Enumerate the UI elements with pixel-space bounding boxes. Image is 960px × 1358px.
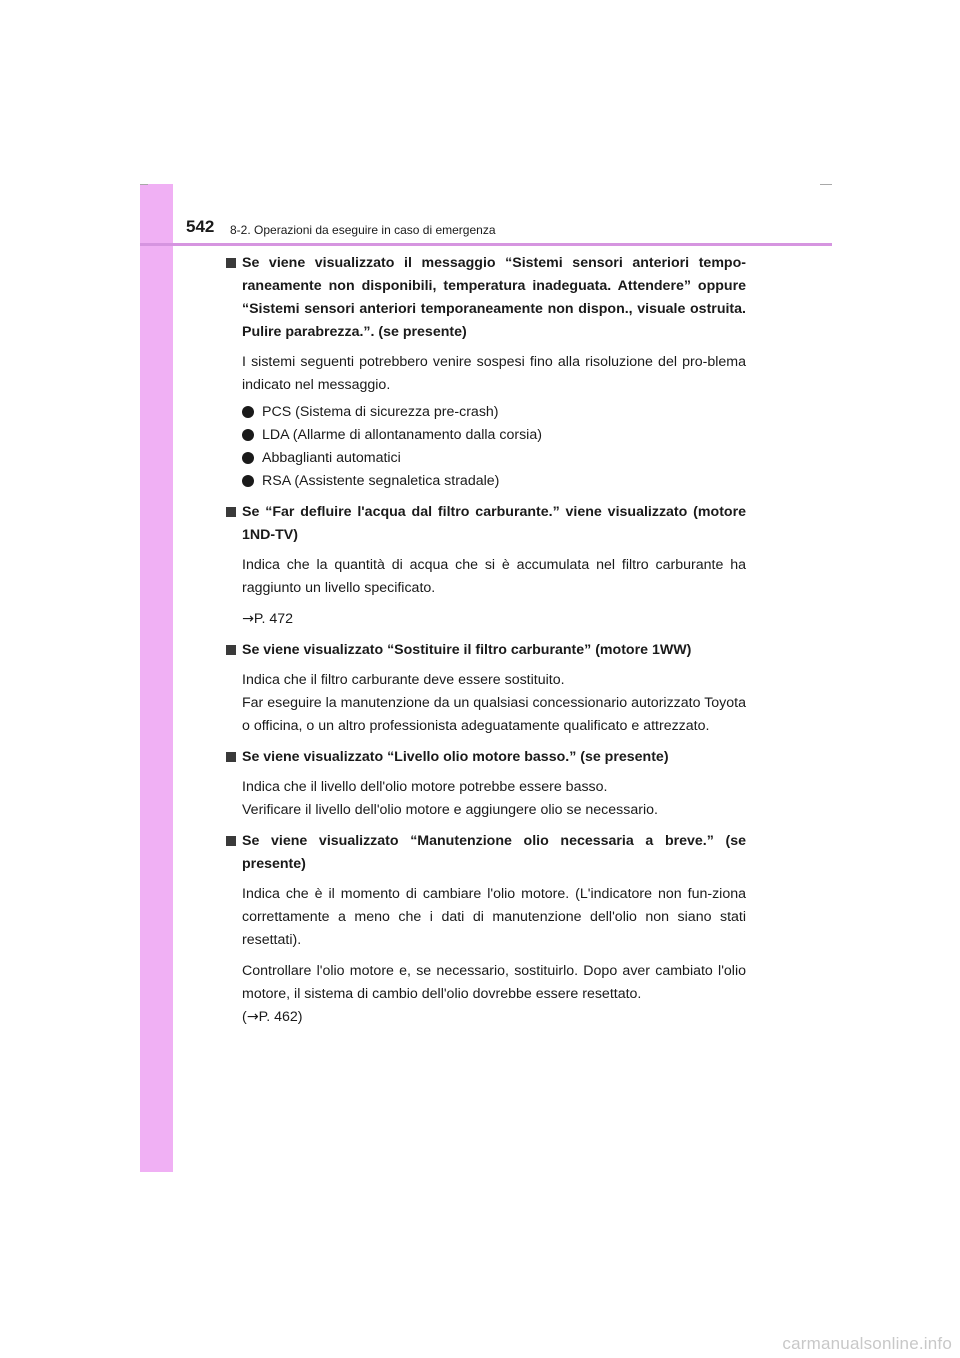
list-item-text: LDA (Allarme di allontanamento dalla corsia) bbox=[262, 427, 542, 443]
item-body-line: Far eseguire la manutenzione da un qualsiasi concessionario autorizzato Toyota o officina, o un altro professionista adeguatamente qualificato e attrezzato. bbox=[242, 695, 746, 734]
item-heading: Se “Far defluire l'acqua dal filtro carburante.” viene visualizzato (motore 1ND-TV) bbox=[242, 504, 746, 543]
list-item-text: PCS (Sistema di sicurezza pre-crash) bbox=[262, 404, 499, 420]
list-item bbox=[242, 470, 746, 493]
item-heading: Se viene visualizzato “Manutenzione olio necessaria a breve.” (se presente) bbox=[242, 833, 746, 872]
page-reference-link[interactable]: P. 472 bbox=[253, 611, 294, 627]
header-rule bbox=[140, 243, 832, 246]
item-body-line: Indica che il livello dell'olio motore potrebbe essere basso. bbox=[242, 779, 608, 795]
item-body: Indica che è il momento di cambiare l'olio motore. (L'indicatore non fun-ziona correttamente a meno che i dati di manutenzione dell'olio non siano stati resettati). bbox=[242, 886, 746, 948]
item-body: Controllare l'olio motore e, se necessario, sostituirlo. Dopo aver cambiato l'olio motore, il sistema di cambio dell'olio dovrebbe essere resettato. bbox=[242, 963, 746, 1002]
item-heading: Se viene visualizzato “Sostituire il filtro carburante” (motore 1WW) bbox=[242, 642, 692, 658]
section-item bbox=[224, 501, 746, 631]
item-body: Indica che la quantità di acqua che si è accumulata nel filtro carburante ha raggiunto un livello specificato. bbox=[242, 557, 746, 596]
section-item bbox=[224, 830, 746, 1029]
bullet-list bbox=[242, 401, 746, 493]
round-bullet-icon bbox=[242, 406, 254, 418]
page-reference-open: ( bbox=[242, 1009, 247, 1025]
round-bullet-icon bbox=[242, 452, 254, 464]
section-item bbox=[224, 252, 746, 493]
page-content bbox=[224, 252, 746, 1037]
square-bullet-icon bbox=[226, 645, 236, 655]
item-body bbox=[242, 776, 746, 822]
list-item bbox=[242, 424, 746, 447]
list-item bbox=[242, 447, 746, 470]
item-body: I sistemi seguenti potrebbero venire sospesi fino alla risoluzione del pro-blema indicato nel messaggio. bbox=[242, 354, 746, 393]
round-bullet-icon bbox=[242, 475, 254, 487]
section-item bbox=[224, 746, 746, 822]
list-item-text: RSA (Assistente segnaletica stradale) bbox=[262, 473, 500, 489]
section-item bbox=[224, 639, 746, 738]
list-item-text: Abbaglianti automatici bbox=[262, 450, 401, 466]
item-heading: Se viene visualizzato il messaggio “Sistemi sensori anteriori tempo-raneamente non disponibili, temperatura inadeguata. Attendere” oppure “Sistemi sensori anteriori temporaneamente non dispon., visuale ostruita. Pulire parabrezza.”. (se presente) bbox=[242, 255, 746, 340]
page-reference bbox=[242, 1006, 746, 1029]
section-tab-strip bbox=[140, 184, 173, 1172]
arrow-right-icon: → bbox=[246, 1009, 259, 1025]
square-bullet-icon bbox=[226, 836, 236, 846]
watermark-logo: carmanualsonline.info bbox=[782, 1334, 952, 1353]
page-reference bbox=[242, 608, 746, 631]
item-body bbox=[242, 669, 746, 738]
item-body-line: Indica che il filtro carburante deve essere sostituito. bbox=[242, 672, 565, 688]
item-heading: Se viene visualizzato “Livello olio motore basso.” (se presente) bbox=[242, 749, 669, 765]
round-bullet-icon bbox=[242, 429, 254, 441]
page-reference-link[interactable]: P. 462) bbox=[258, 1009, 303, 1025]
page-number: 542 bbox=[186, 217, 215, 236]
arrow-right-icon: → bbox=[242, 611, 254, 627]
list-item bbox=[242, 401, 746, 424]
crop-mark-left bbox=[140, 184, 148, 185]
square-bullet-icon bbox=[226, 258, 236, 268]
square-bullet-icon bbox=[226, 752, 236, 762]
square-bullet-icon bbox=[226, 507, 236, 517]
section-title: 8-2. Operazioni da eseguire in caso di emergenza bbox=[230, 223, 496, 237]
item-body-line: Verificare il livello dell'olio motore e aggiungere olio se necessario. bbox=[242, 802, 658, 818]
crop-mark-right bbox=[820, 184, 832, 185]
